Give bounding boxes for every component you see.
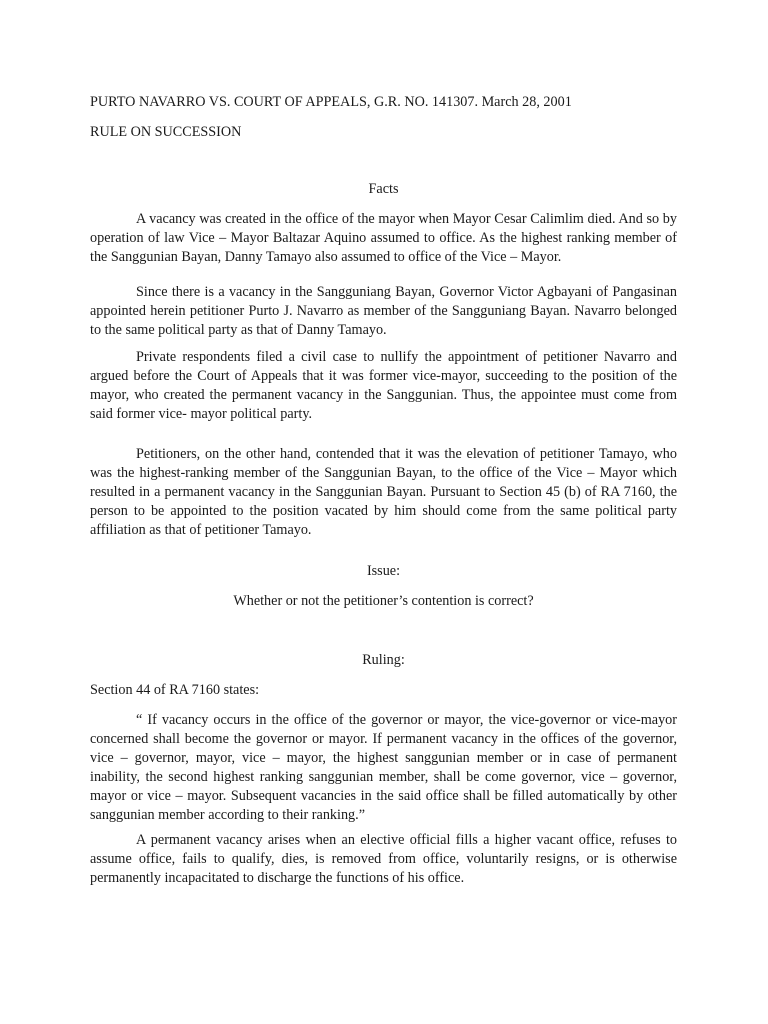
- ruling-paragraph-block: [90, 831, 677, 888]
- issue-heading-block: [90, 562, 677, 581]
- issue-text-block: [90, 592, 677, 611]
- ruling-quote: “ If vacancy occurs in the office of the governor or mayor, the vice-governor or vice-mayor concerned shall become the governor or mayor. If permanent vacancy in the offices of the governor, vice – governor, mayor, vice – mayor, the highest sanggunian member or in case of permanent inability, the second highest ranking sanggunian member, shall be come governor, vice – governor, mayor or vice – mayor. Subsequent vacancies in the said office shall be filled automatically by other sanggunian member according to their ranking.”: [90, 712, 677, 823]
- ruling-heading-block: [90, 651, 677, 670]
- issue-heading: Issue:: [366, 563, 401, 579]
- facts-paragraph-4-block: [90, 445, 677, 540]
- facts-heading: Facts: [368, 181, 399, 197]
- subject-title: RULE ON SUCCESSION: [90, 124, 242, 140]
- ruling-quote-block: [90, 711, 677, 825]
- facts-paragraph-2-block: [90, 283, 677, 340]
- ruling-intro-block: [90, 681, 677, 700]
- facts-paragraph-1-block: [90, 210, 677, 267]
- ruling-heading: Ruling:: [362, 652, 405, 668]
- case-title: PURTO NAVARRO VS. COURT OF APPEALS, G.R. NO. 141307. March 28, 2001: [90, 94, 572, 110]
- ruling-paragraph: A permanent vacancy arises when an elective official fills a higher vacant office, refuses to assume office, fails to qualify, dies, is removed from office, voluntarily resigns, or is otherwise permanently incapacitated to discharge the functions of his office.: [90, 832, 677, 886]
- facts-paragraph: Since there is a vacancy in the Sangguniang Bayan, Governor Victor Agbayani of Pangasinan appointed herein petitioner Purto J. Navarro as member of the Sangguniang Bayan. Navarro belonged to the same political party as that of Danny Tamayo.: [90, 284, 677, 338]
- facts-paragraph: Petitioners, on the other hand, contended that it was the elevation of petitioner Tamayo, who was the highest-ranking member of the Sanggunian Bayan, to the office of the Vice – Mayor which resulted in a permanent vacancy in the Sanggunian Bayan. Pursuant to Section 45 (b) of RA 7160, the person to be appointed to the position vacated by him should come from the same political party affiliation as that of petitioner Tamayo.: [90, 446, 677, 538]
- facts-paragraph: A vacancy was created in the office of the mayor when Mayor Cesar Calimlim died. And so by operation of law Vice – Mayor Baltazar Aquino assumed to office. As the highest ranking member of the Sanggunian Bayan, Danny Tamayo also assumed to office of the Vice – Mayor.: [90, 211, 677, 265]
- ruling-intro: Section 44 of RA 7160 states:: [90, 682, 260, 698]
- facts-paragraph: Private respondents filed a civil case to nullify the appointment of petitioner Navarro and argued before the Court of Appeals that it was former vice-mayor, succeeding to the position of the mayor, who created the permanent vacancy in the Sanggunian. Thus, the appointee must come from said former vice- mayor political party.: [90, 349, 677, 422]
- facts-paragraph-3-block: [90, 348, 677, 424]
- issue-text: Whether or not the petitioner’s contention is correct?: [233, 593, 534, 609]
- facts-heading-block: [90, 180, 677, 199]
